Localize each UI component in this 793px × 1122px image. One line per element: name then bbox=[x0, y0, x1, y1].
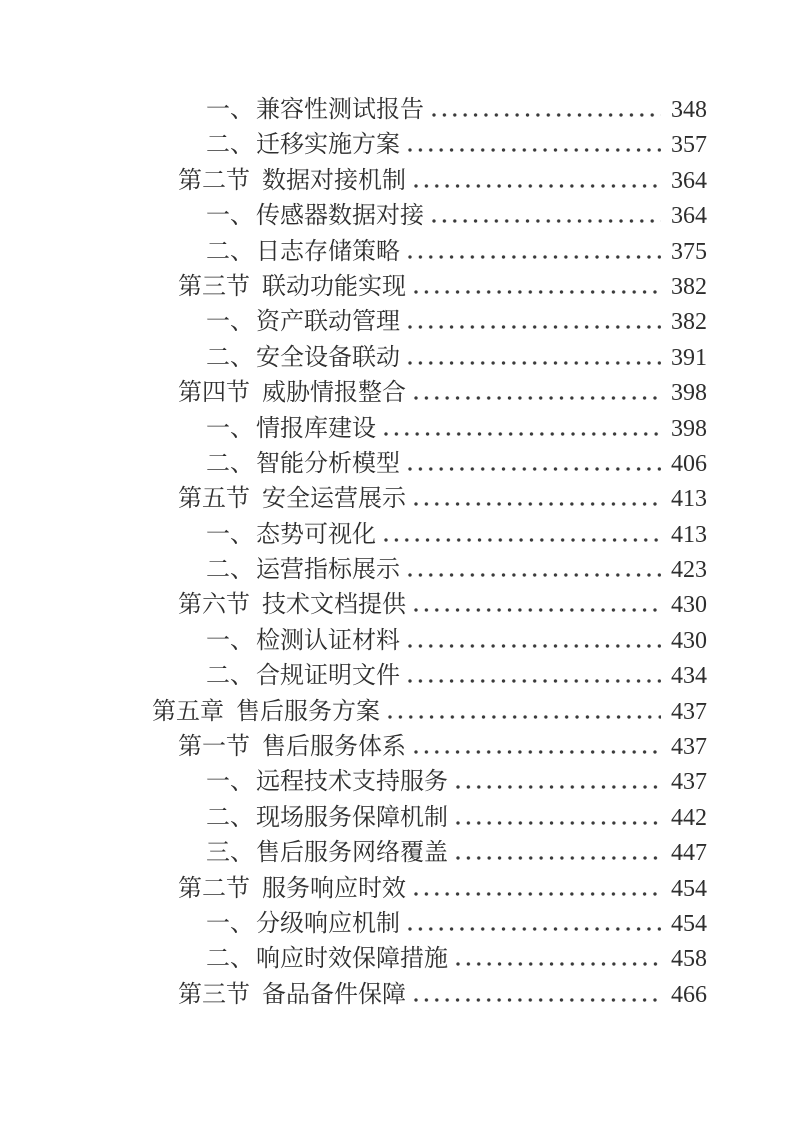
toc-entry-title: 态势可视化 bbox=[256, 521, 376, 548]
toc-entry-number: 三、 bbox=[206, 840, 254, 867]
toc-entry-number: 第一节 bbox=[178, 734, 250, 761]
toc-list bbox=[0, 93, 707, 1013]
toc-entry-title: 运营指标展示 bbox=[256, 557, 400, 584]
toc-page-number: 406 bbox=[671, 450, 707, 477]
toc-entry[interactable] bbox=[0, 836, 707, 871]
toc-page-number: 430 bbox=[671, 592, 707, 619]
toc-entry-title: 情报库建设 bbox=[256, 415, 376, 442]
toc-entry-title: 日志存储策略 bbox=[256, 238, 400, 265]
dot-leader bbox=[384, 432, 661, 436]
toc-page-number: 398 bbox=[671, 380, 707, 407]
toc-entry-title: 智能分析模型 bbox=[256, 450, 400, 477]
toc-page-number: 458 bbox=[671, 946, 707, 973]
toc-entry-number: 二、 bbox=[206, 804, 254, 831]
toc-entry-title: 威胁情报整合 bbox=[262, 380, 406, 407]
dot-leader bbox=[414, 396, 661, 400]
toc-page-number: 430 bbox=[671, 627, 707, 654]
toc-entry-title: 售后服务方案 bbox=[236, 698, 380, 725]
toc-entry[interactable] bbox=[0, 907, 707, 942]
dot-leader bbox=[414, 608, 661, 612]
toc-entry-number: 二、 bbox=[206, 238, 254, 265]
toc-entry[interactable] bbox=[0, 482, 707, 517]
toc-entry[interactable] bbox=[0, 978, 707, 1013]
toc-entry[interactable] bbox=[0, 553, 707, 588]
toc-entry-number: 第五章 bbox=[152, 698, 224, 725]
toc-page-number: 348 bbox=[671, 97, 707, 123]
dot-leader bbox=[414, 892, 661, 896]
dot-leader bbox=[414, 290, 661, 294]
toc-entry[interactable] bbox=[0, 447, 707, 482]
dot-leader bbox=[408, 255, 661, 259]
toc-entry-number: 第六节 bbox=[178, 592, 250, 619]
toc-page-number: 434 bbox=[671, 663, 707, 690]
toc-entry[interactable] bbox=[0, 128, 707, 163]
toc-entry-number: 二、 bbox=[206, 132, 254, 159]
toc-entry-number: 二、 bbox=[206, 946, 254, 973]
toc-entry[interactable] bbox=[0, 376, 707, 411]
toc-entry-number: 第三节 bbox=[178, 981, 250, 1008]
toc-entry-number: 一、 bbox=[206, 97, 254, 123]
toc-entry-number: 第二节 bbox=[178, 167, 250, 194]
toc-entry-number: 二、 bbox=[206, 344, 254, 371]
toc-page-number: 437 bbox=[671, 734, 707, 761]
toc-page-number: 364 bbox=[671, 203, 707, 230]
toc-entry[interactable] bbox=[0, 695, 707, 730]
toc-entry-title: 兼容性测试报告 bbox=[256, 97, 424, 123]
dot-leader bbox=[456, 856, 661, 860]
toc-entry[interactable] bbox=[0, 588, 707, 623]
toc-entry-number: 一、 bbox=[206, 910, 254, 937]
toc-entry[interactable] bbox=[0, 730, 707, 765]
dot-leader bbox=[408, 679, 661, 683]
toc-entry-number: 二、 bbox=[206, 557, 254, 584]
toc-page-number: 375 bbox=[671, 238, 707, 265]
toc-entry[interactable] bbox=[0, 765, 707, 800]
dot-leader bbox=[456, 962, 661, 966]
toc-entry-title: 售后服务网络覆盖 bbox=[256, 840, 448, 867]
toc-entry-title: 合规证明文件 bbox=[256, 663, 400, 690]
dot-leader bbox=[414, 750, 661, 754]
toc-entry-number: 一、 bbox=[206, 627, 254, 654]
toc-page-number: 442 bbox=[671, 804, 707, 831]
toc-entry[interactable] bbox=[0, 305, 707, 340]
toc-entry-title: 分级响应机制 bbox=[256, 910, 400, 937]
toc-entry-number: 二、 bbox=[206, 450, 254, 477]
dot-leader bbox=[408, 927, 661, 931]
toc-entry[interactable] bbox=[0, 872, 707, 907]
toc-page-number: 357 bbox=[671, 132, 707, 159]
dot-leader bbox=[408, 644, 661, 648]
toc-entry-number: 一、 bbox=[206, 203, 254, 230]
toc-page-number: 437 bbox=[671, 769, 707, 796]
toc-entry-title: 备品备件保障 bbox=[262, 981, 406, 1008]
toc-entry-title: 数据对接机制 bbox=[262, 167, 406, 194]
dot-leader bbox=[388, 715, 661, 719]
toc-page-number: 364 bbox=[671, 167, 707, 194]
toc-entry[interactable] bbox=[0, 199, 707, 234]
dot-leader bbox=[456, 821, 661, 825]
toc-page-number: 437 bbox=[671, 698, 707, 725]
toc-entry-number: 第五节 bbox=[178, 486, 250, 513]
toc-page-number: 391 bbox=[671, 344, 707, 371]
dot-leader bbox=[456, 785, 661, 789]
toc-page-number: 466 bbox=[671, 981, 707, 1008]
toc-page-number: 398 bbox=[671, 415, 707, 442]
toc-entry-number: 第四节 bbox=[178, 380, 250, 407]
toc-entry[interactable] bbox=[0, 93, 707, 128]
toc-entry[interactable] bbox=[0, 164, 707, 199]
dot-leader bbox=[414, 502, 661, 506]
toc-entry[interactable] bbox=[0, 341, 707, 376]
toc-entry[interactable] bbox=[0, 624, 707, 659]
toc-entry[interactable] bbox=[0, 235, 707, 270]
toc-page-number: 382 bbox=[671, 309, 707, 336]
toc-entry-title: 资产联动管理 bbox=[256, 309, 400, 336]
toc-entry-title: 远程技术支持服务 bbox=[256, 769, 448, 796]
dot-leader bbox=[408, 361, 661, 365]
toc-entry-number: 一、 bbox=[206, 415, 254, 442]
dot-leader bbox=[408, 467, 661, 471]
toc-entry[interactable] bbox=[0, 942, 707, 977]
dot-leader bbox=[414, 998, 661, 1002]
dot-leader bbox=[408, 148, 661, 152]
toc-page-number: 423 bbox=[671, 557, 707, 584]
toc-entry-title: 响应时效保障措施 bbox=[256, 946, 448, 973]
toc-page-number: 413 bbox=[671, 486, 707, 513]
dot-leader bbox=[414, 184, 661, 188]
toc-entry-title: 售后服务体系 bbox=[262, 734, 406, 761]
toc-entry-number: 一、 bbox=[206, 769, 254, 796]
toc-entry[interactable] bbox=[0, 801, 707, 836]
toc-entry-title: 检测认证材料 bbox=[256, 627, 400, 654]
dot-leader bbox=[408, 573, 661, 577]
toc-entry[interactable] bbox=[0, 270, 707, 305]
toc-entry-title: 现场服务保障机制 bbox=[256, 804, 448, 831]
toc-entry-title: 联动功能实现 bbox=[262, 273, 406, 300]
toc-entry-title: 安全运营展示 bbox=[262, 486, 406, 513]
toc-page-number: 447 bbox=[671, 840, 707, 867]
toc-entry[interactable] bbox=[0, 412, 707, 447]
toc-entry-number: 一、 bbox=[206, 309, 254, 336]
toc-page-number: 382 bbox=[671, 273, 707, 300]
dot-leader bbox=[432, 113, 661, 117]
toc-entry-number: 第二节 bbox=[178, 875, 250, 902]
toc-entry[interactable] bbox=[0, 659, 707, 694]
toc-entry-number: 一、 bbox=[206, 521, 254, 548]
dot-leader bbox=[432, 219, 661, 223]
toc-page-number: 413 bbox=[671, 521, 707, 548]
toc-entry-title: 安全设备联动 bbox=[256, 344, 400, 371]
toc-entry[interactable] bbox=[0, 518, 707, 553]
dot-leader bbox=[408, 325, 661, 329]
toc-page-number: 454 bbox=[671, 910, 707, 937]
toc-entry-number: 第三节 bbox=[178, 273, 250, 300]
toc-entry-title: 技术文档提供 bbox=[262, 592, 406, 619]
toc-page-number: 454 bbox=[671, 875, 707, 902]
toc-entry-number: 二、 bbox=[206, 663, 254, 690]
toc-entry-title: 迁移实施方案 bbox=[256, 132, 400, 159]
toc-entry-title: 传感器数据对接 bbox=[256, 203, 424, 230]
dot-leader bbox=[384, 538, 661, 542]
toc-entry-title: 服务响应时效 bbox=[262, 875, 406, 902]
